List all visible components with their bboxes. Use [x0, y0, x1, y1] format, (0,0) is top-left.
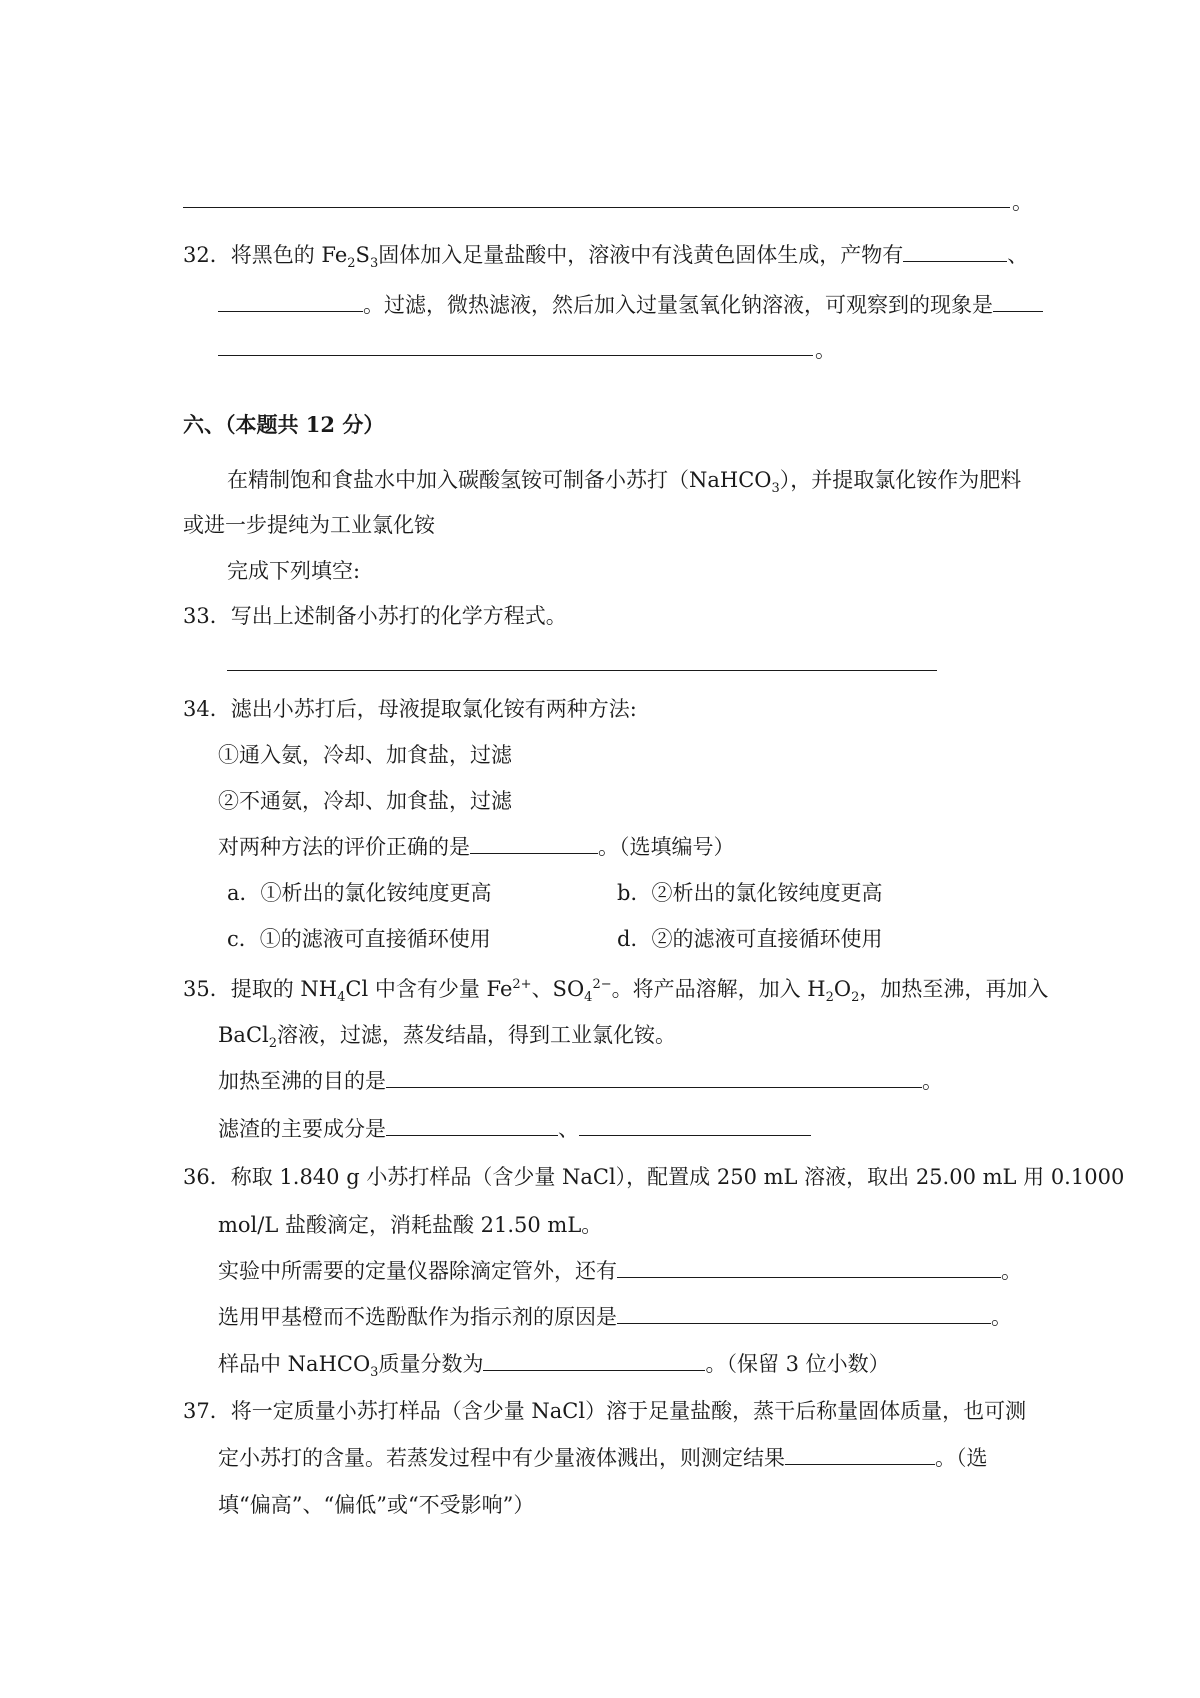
q35-purpose-blank[interactable]	[386, 1067, 922, 1088]
section-intro-line-2: 或进一步提纯为工业氯化铵	[183, 513, 435, 537]
q36-instruments-blank[interactable]	[617, 1257, 1001, 1278]
option-b: b．②析出的氯化铵纯度更高	[617, 881, 883, 905]
question-33: 33．写出上述制备小苏打的化学方程式。	[183, 604, 567, 628]
q32-product-1-blank[interactable]	[903, 241, 1007, 262]
method-1: ①通入氨，冷却、加食盐，过滤	[218, 743, 512, 767]
q32-phenomenon-blank[interactable]	[993, 291, 1043, 312]
question-35-line-1: 35．提取的 $NH_4Cl$ 中含有少量 $Fe^{2+}$、$SO_4^{2-}$。将产品溶解，加入 $H_2O_2$，加热至沸，再加入	[183, 977, 1049, 1006]
q36-indicator-blank[interactable]	[617, 1303, 991, 1324]
question-37-line-1: 37．将一定质量小苏打样品（含少量 NaCl）溶于足量盐酸，蒸干后称量固体质量，也可测	[183, 1399, 1027, 1423]
section-title: 六、（本题共 12 分）	[183, 412, 385, 437]
option-a: a．①析出的氯化铵纯度更高	[227, 881, 492, 905]
q35-purpose: 加热至沸的目的是 。	[218, 1069, 943, 1093]
q36-indicator: 选用甲基橙而不选酚酞作为指示剂的原因是 。	[218, 1305, 1012, 1329]
question-35-line-2: BaCl$_2$溶液，过滤，蒸发结晶，得到工业氯化铵。	[218, 1023, 677, 1052]
option-c: c．①的滤液可直接循环使用	[227, 927, 491, 951]
section-intro-line-1: 在精制饱和食盐水中加入碳酸氢铵可制备小苏打（NaHCO$_3$），并提取氯化铵作为肥料	[227, 468, 1022, 497]
q36-mass-fraction-blank[interactable]	[483, 1350, 705, 1371]
question-number: 32．	[183, 243, 231, 267]
question-number: 34．	[183, 697, 231, 721]
question-number: 33．	[183, 604, 231, 628]
q35-residue: 滤渣的主要成分是 、	[218, 1114, 811, 1144]
instruction-text: 完成下列填空:	[227, 559, 361, 583]
question-34: 34．滤出小苏打后，母液提取氯化铵有两种方法:	[183, 697, 637, 721]
q31-end-mark: 。	[1012, 190, 1033, 214]
question-number: 36．	[183, 1165, 231, 1189]
option-d: d．②的滤液可直接循环使用	[617, 927, 883, 951]
q35-residue-blank-1[interactable]	[386, 1115, 558, 1136]
q31-answer-line[interactable]	[183, 207, 1010, 208]
method-2: ②不通氨，冷却、加食盐，过滤	[218, 789, 512, 813]
q32-product-2-blank[interactable]	[218, 291, 363, 312]
question-36-line-2: mol/L 盐酸滴定，消耗盐酸 21.50 mL。	[218, 1213, 603, 1237]
q36-instruments: 实验中所需要的定量仪器除滴定管外，还有 。	[218, 1259, 1022, 1283]
question-36-line-1: 36．称取 1.840 g 小苏打样品（含少量 NaCl），配置成 250 mL 溶液，取出 25.00 mL 用 0.1000	[183, 1165, 1125, 1189]
question-37-line-2: 定小苏打的含量。若蒸发过程中有少量液体溅出，则测定结果 。（选	[218, 1446, 988, 1470]
q34-question: 对两种方法的评价正确的是 。（选填编号）	[218, 835, 735, 859]
q32-phenomenon-line[interactable]	[218, 355, 813, 356]
q32-end-mark: 。	[815, 338, 836, 362]
q36-mass-fraction: 样品中 NaHCO$_3$质量分数为 。（保留 3 位小数）	[218, 1352, 890, 1381]
q34-answer-blank[interactable]	[470, 833, 598, 854]
question-32-line-1: 32．将黑色的 $Fe_2S_3$固体加入足量盐酸中，溶液中有浅黄色固体生成，产物有 、	[183, 243, 1029, 272]
question-number: 35．	[183, 977, 231, 1001]
q35-residue-blank-2[interactable]	[579, 1115, 811, 1136]
q37-result-blank[interactable]	[785, 1444, 935, 1465]
question-37-line-3: 填“偏高”、“偏低”或“不受影响”）	[218, 1493, 535, 1517]
q33-answer-line[interactable]	[227, 670, 937, 671]
question-number: 37．	[183, 1399, 231, 1423]
question-32-line-2: 。过滤，微热滤液，然后加入过量氢氧化钠溶液，可观察到的现象是	[218, 290, 1043, 320]
